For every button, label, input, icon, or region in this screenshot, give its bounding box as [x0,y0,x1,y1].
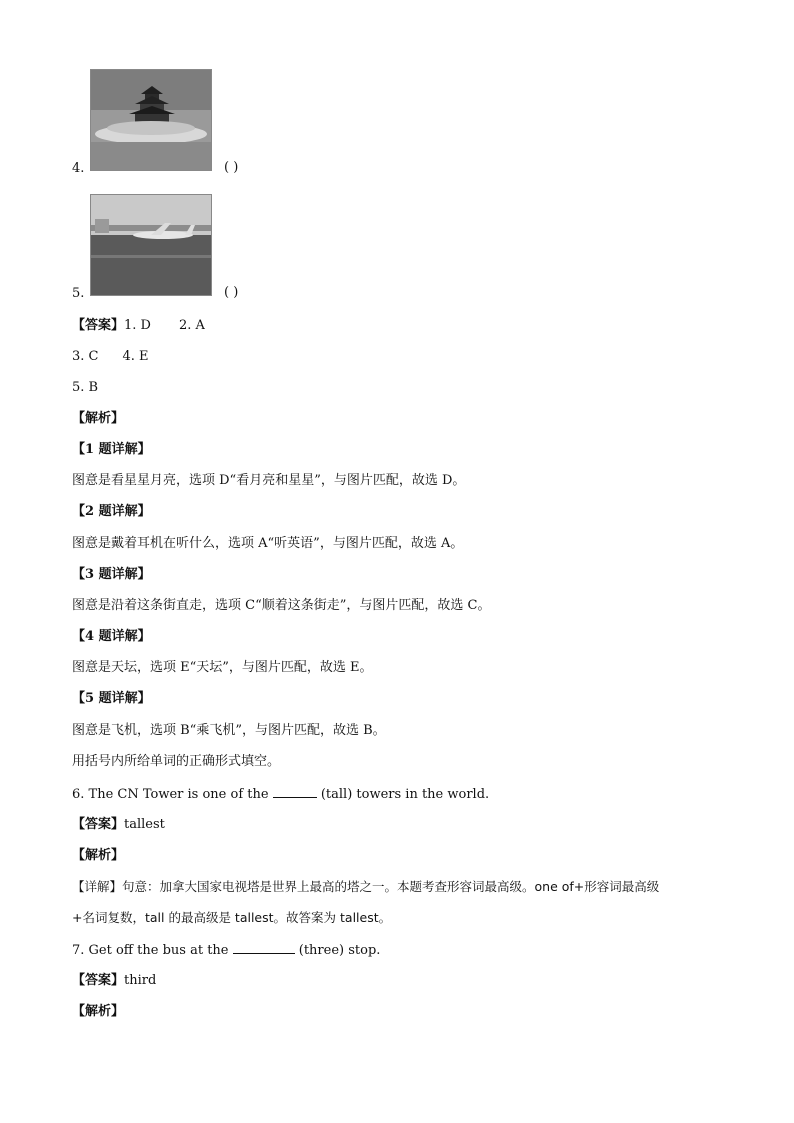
question-6-answer-line [72,816,165,834]
detail-2-heading: 【2 题详解】 [72,504,151,519]
question-7-answer-line [72,972,156,990]
detail-4-text: 图意是天坛，选项 E“天坛”，与图片匹配，故选 E。 [72,660,373,675]
answer-label: 【答案】 [72,318,125,333]
question-6-analysis-label: 【解析】 [72,848,125,863]
question-7-before: 7. Get off the bus at the [72,943,229,958]
answers-line-1 [72,317,205,335]
answer-label: 【答案】 [72,817,125,832]
question-7-analysis-label: 【解析】 [72,1004,125,1019]
question-6-after: (tall) towers in the world. [320,787,490,802]
detail-1-text: 图意是看星星月亮，选项 D“看月亮和星星”，与图片匹配，故选 D。 [72,473,466,488]
item-4-number: 4. [72,161,85,176]
detail-3-heading: 【3 题详解】 [72,567,151,582]
question-7-after: (three) stop. [298,943,381,958]
section-instruction: 用括号内所给单词的正确形式填空。 [72,754,281,769]
item-5-number: 5. [72,286,85,301]
item-4-answer-blank: ( ) [224,160,239,175]
airplane-photo [90,194,212,296]
detail-1-heading: 【1 题详解】 [72,442,151,457]
detail-5-text: 图意是飞机，选项 B“乘飞机”，与图片匹配，故选 B。 [72,723,386,738]
question-6-before: 6. The CN Tower is one of the [72,787,269,802]
detail-3-text: 图意是沿着这条街直走，选项 C“顺着这条街走”，与图片匹配，故选 C。 [72,598,491,613]
answer-2: 2. A [178,318,205,333]
temple-of-heaven-photo [90,69,212,171]
question-6-answer: tallest [124,817,165,832]
answer-4: 4. E [122,349,149,364]
answer-label: 【答案】 [72,973,125,988]
question-7-answer: third [124,973,157,988]
detail-4-heading: 【4 题详解】 [72,629,151,644]
answer-1: 1. D [124,318,151,333]
question-6-blank [273,785,317,798]
question-6-detail-line-1: 【详解】句意：加拿大国家电视塔是世界上最高的塔之一。本题考查形容词最高级。one of+形容词最高级 [72,879,660,894]
detail-5-heading: 【5 题详解】 [72,691,151,706]
answers-line-2 [72,348,149,366]
question-6 [72,785,489,804]
detail-2-text: 图意是戴着耳机在听什么，选项 A“听英语”，与图片匹配，故选 A。 [72,536,464,551]
question-7-blank [233,941,295,954]
answer-5: 5. B [72,380,99,395]
item-5-answer-blank: ( ) [224,285,239,300]
answer-3: 3. C [72,349,99,364]
question-6-detail-line-2: +名词复数，tall 的最高级是 tallest。故答案为 tallest。 [72,910,392,925]
question-7 [72,941,380,960]
analysis-label: 【解析】 [72,411,125,426]
